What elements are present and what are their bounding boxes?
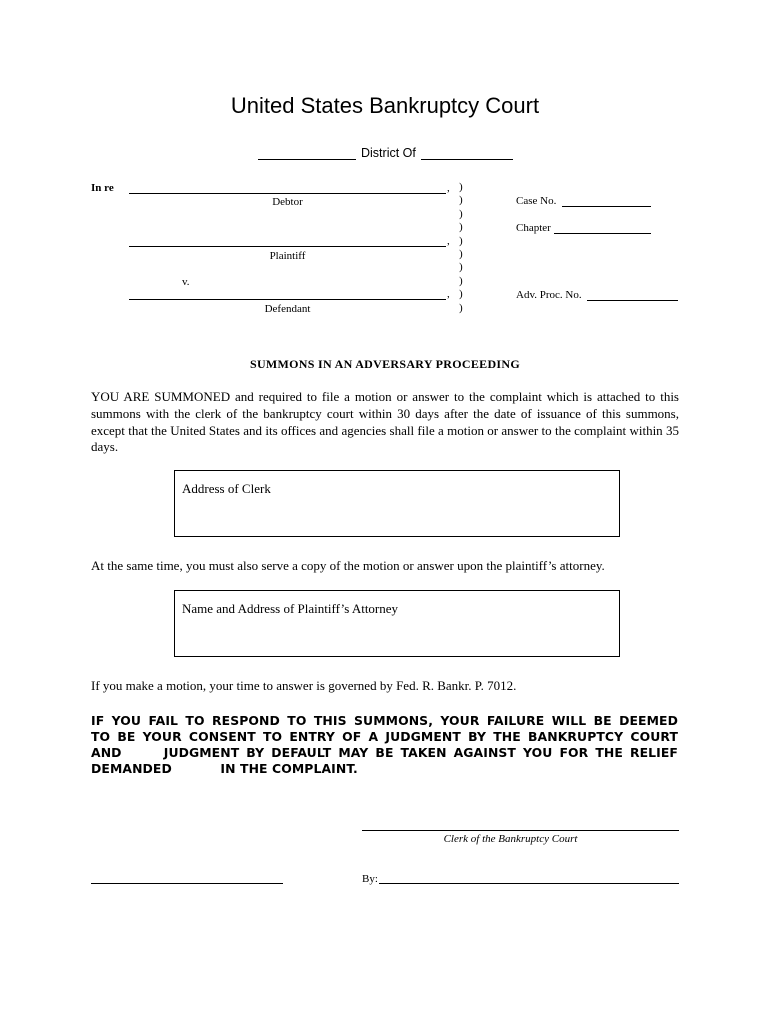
clerk-address-label: Address of Clerk: [182, 481, 271, 496]
case-no-label: Case No.: [516, 195, 557, 207]
comma-3: ,: [447, 288, 450, 300]
debtor-label: Debtor: [272, 196, 303, 208]
plaintiff-name-line[interactable]: [129, 246, 446, 247]
comma-1: ,: [447, 182, 450, 194]
summoned-paragraph: YOU ARE SUMMONED and required to file a motion or answer to the complaint which is attached to this summons with the clerk of the bankruptcy court within 30 days after the date of issuance of this summons, except that the United States and its offices and agencies shall file a motion or answer to the complaint within 35 days.: [91, 389, 679, 455]
adv-proc-no-field[interactable]: [587, 300, 678, 301]
defendant-name-line[interactable]: [129, 299, 446, 300]
plaintiff-label: Plaintiff: [269, 250, 306, 262]
court-title: United States Bankruptcy Court: [230, 93, 540, 118]
summons-heading: SUMMONS IN AN ADVERSARY PROCEEDING: [249, 357, 521, 371]
debtor-name-line[interactable]: [129, 193, 446, 194]
caption-parentheses: ) ) ) ) ) ) ) ) ) ): [459, 181, 463, 314]
warning-line-1: IF YOU FAIL TO RESPOND TO THIS SUMMONS, YOUR FAILURE WILL BE DEEMED: [91, 713, 678, 728]
default-warning: [91, 713, 678, 761]
in-re-label: In re: [91, 182, 114, 194]
district-blank-left[interactable]: [258, 159, 356, 160]
clerk-signature-label: Clerk of the Bankruptcy Court: [443, 833, 578, 845]
chapter-field[interactable]: [554, 233, 651, 234]
date-line[interactable]: [91, 883, 283, 884]
versus-label: v.: [182, 276, 190, 288]
attorney-address-label: Name and Address of Plaintiff’s Attorney: [182, 601, 399, 616]
warning-line-4: DEMANDED IN THE COMPLAINT.: [91, 761, 358, 776]
district-label: District Of: [361, 146, 416, 160]
warning-line-3: AND JUDGMENT BY DEFAULT MAY BE TAKEN AGAINST YOU FOR THE RELIEF: [91, 745, 678, 760]
comma-2: ,: [447, 235, 450, 247]
serve-paragraph: At the same time, you must also serve a copy of the motion or answer upon the plaintiff’s attorney.: [91, 558, 605, 573]
by-label: By:: [362, 873, 378, 885]
case-no-field[interactable]: [562, 206, 651, 207]
warning-line-2: TO BE YOUR CONSENT TO ENTRY OF A JUDGMENT BY THE BANKRUPTCY COURT: [91, 729, 678, 744]
by-signature-line[interactable]: [379, 883, 679, 884]
clerk-signature-line[interactable]: [362, 830, 679, 831]
clerk-address-box[interactable]: [174, 470, 620, 537]
district-blank-right[interactable]: [421, 159, 513, 160]
motion-paragraph: If you make a motion, your time to answer is governed by Fed. R. Bankr. P. 7012.: [91, 678, 517, 693]
adv-proc-no-label: Adv. Proc. No.: [516, 289, 582, 301]
chapter-label: Chapter: [516, 222, 551, 234]
defendant-label: Defendant: [264, 303, 311, 315]
attorney-address-box[interactable]: [174, 590, 620, 657]
